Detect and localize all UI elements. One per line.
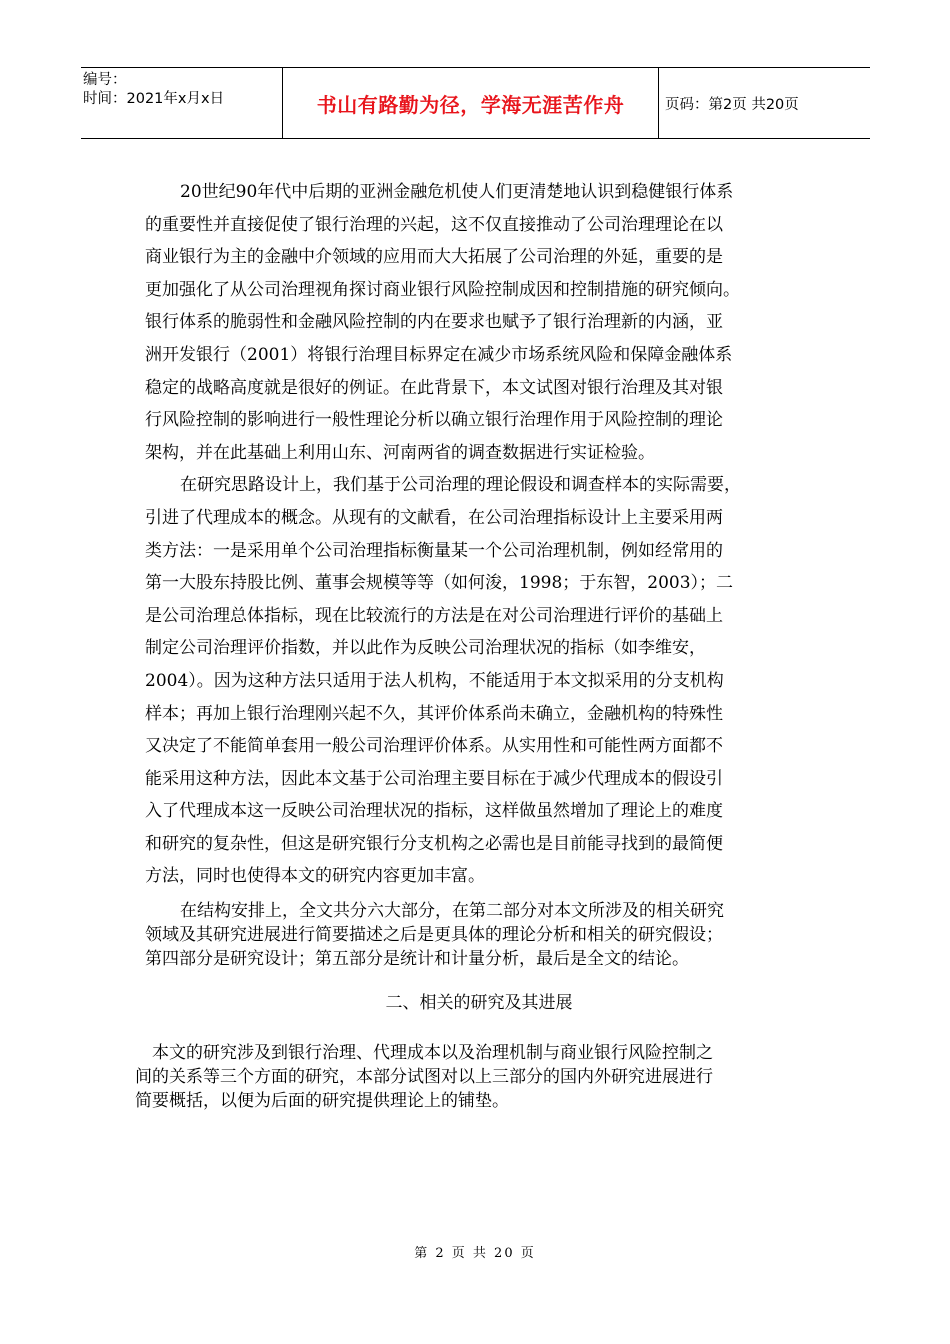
text-line: 架构，并在此基础上利用山东、河南两省的调查数据进行实证检验。 — [145, 442, 655, 463]
text-line: 第一大股东持股比例、董事会规模等等（如何浚，1998；于东智，2003）；二 — [145, 573, 734, 594]
text-line: 样本；再加上银行治理刚兴起不久，其评价体系尚未确立，金融机构的特殊性 — [145, 703, 723, 724]
page-footer: 第 2 页 共 20 页 — [414, 1246, 536, 1261]
page-header — [81, 67, 870, 139]
paragraph-section-intro — [135, 1041, 813, 1113]
text-line: 方法，同时也使得本文的研究内容更加丰富。 — [145, 866, 485, 887]
header-page-info: 页码：第2页 共20页 — [665, 96, 799, 113]
text-line: 更加强化了从公司治理视角探讨商业银行风险控制成因和控制措施的研究倾向。 — [145, 279, 740, 300]
text-line: 稳定的战略高度就是很好的例证。在此背景下，本文试图对银行治理及其对银 — [145, 377, 723, 398]
text-line: 类方法：一是采用单个公司治理指标衡量某一个公司治理机制，例如经常用的 — [145, 540, 723, 561]
text-line: 行风险控制的影响进行一般性理论分析以确立银行治理作用于风险控制的理论 — [145, 410, 723, 431]
document-body — [135, 176, 813, 1113]
text-line: 2004）。因为这种方法只适用于法人机构，不能适用于本文拟采用的分支机构 — [145, 670, 724, 691]
text-line: 能采用这种方法，因此本文基于公司治理主要目标在于减少代理成本的假设引 — [145, 768, 723, 789]
paragraph-structure — [145, 899, 813, 971]
text-line: 第四部分是研究设计；第五部分是统计和计量分析，最后是全文的结论。 — [145, 949, 689, 970]
text-line: 间的关系等三个方面的研究，本部分试图对以上三部分的国内外研究进展进行 — [135, 1067, 713, 1088]
text-line: 在研究思路设计上，我们基于公司治理的理论假设和调查样本的实际需要， — [180, 475, 741, 496]
text-line: 是公司治理总体指标，现在比较流行的方法是在对公司治理进行评价的基础上 — [145, 605, 723, 626]
text-line: 简要概括，以便为后面的研究提供理论上的铺垫。 — [135, 1091, 509, 1112]
text-line: 20世纪90年代中后期的亚洲金融危机使人们更清楚地认识到稳健银行体系 — [180, 182, 734, 202]
paragraph-intro — [145, 176, 813, 469]
text-line: 的重要性并直接促使了银行治理的兴起，这不仅直接推动了公司治理理论在以 — [145, 214, 723, 235]
text-line: 在结构安排上，全文共分六大部分，在第二部分对本文所涉及的相关研究 — [180, 901, 724, 922]
text-line: 引进了代理成本的概念。从现有的文献看，在公司治理指标设计上主要采用两 — [145, 507, 723, 528]
text-line: 商业银行为主的金融中介领域的应用而大大拓展了公司治理的外延，重要的是 — [145, 247, 723, 268]
text-line: 洲开发银行（2001）将银行治理目标界定在减少市场系统风险和保障金融体系 — [145, 344, 733, 365]
text-line: 和研究的复杂性，但这是研究银行分支机构之必需也是目前能寻找到的最简便 — [145, 833, 723, 854]
section-heading: 二、相关的研究及其进展 — [385, 993, 573, 1014]
text-line: 本文的研究涉及到银行治理、代理成本以及治理机制与商业银行风险控制之 — [152, 1043, 713, 1064]
text-line: 领域及其研究进展进行简要描述之后是更具体的理论分析和相关的研究假设； — [145, 925, 723, 946]
text-line: 又决定了不能简单套用一般公司治理评价体系。从实用性和可能性两方面都不 — [145, 736, 723, 757]
text-line: 入了代理成本这一反映公司治理状况的指标，这样做虽然增加了理论上的难度 — [145, 801, 723, 822]
document-code-label: 编号： — [83, 72, 127, 88]
header-motto: 书山有路勤为径，学海无涯苦作舟 — [283, 68, 659, 138]
text-line: 制定公司治理评价指数，并以此作为反映公司治理状况的指标（如李维安， — [145, 638, 706, 659]
header-meta — [81, 68, 283, 138]
text-line: 银行体系的脆弱性和金融风险控制的内在要求也赋予了银行治理新的内涵，亚 — [145, 312, 723, 333]
document-time-label: 时间：2021年x月x日 — [83, 91, 225, 107]
paragraph-research-design — [145, 469, 813, 893]
